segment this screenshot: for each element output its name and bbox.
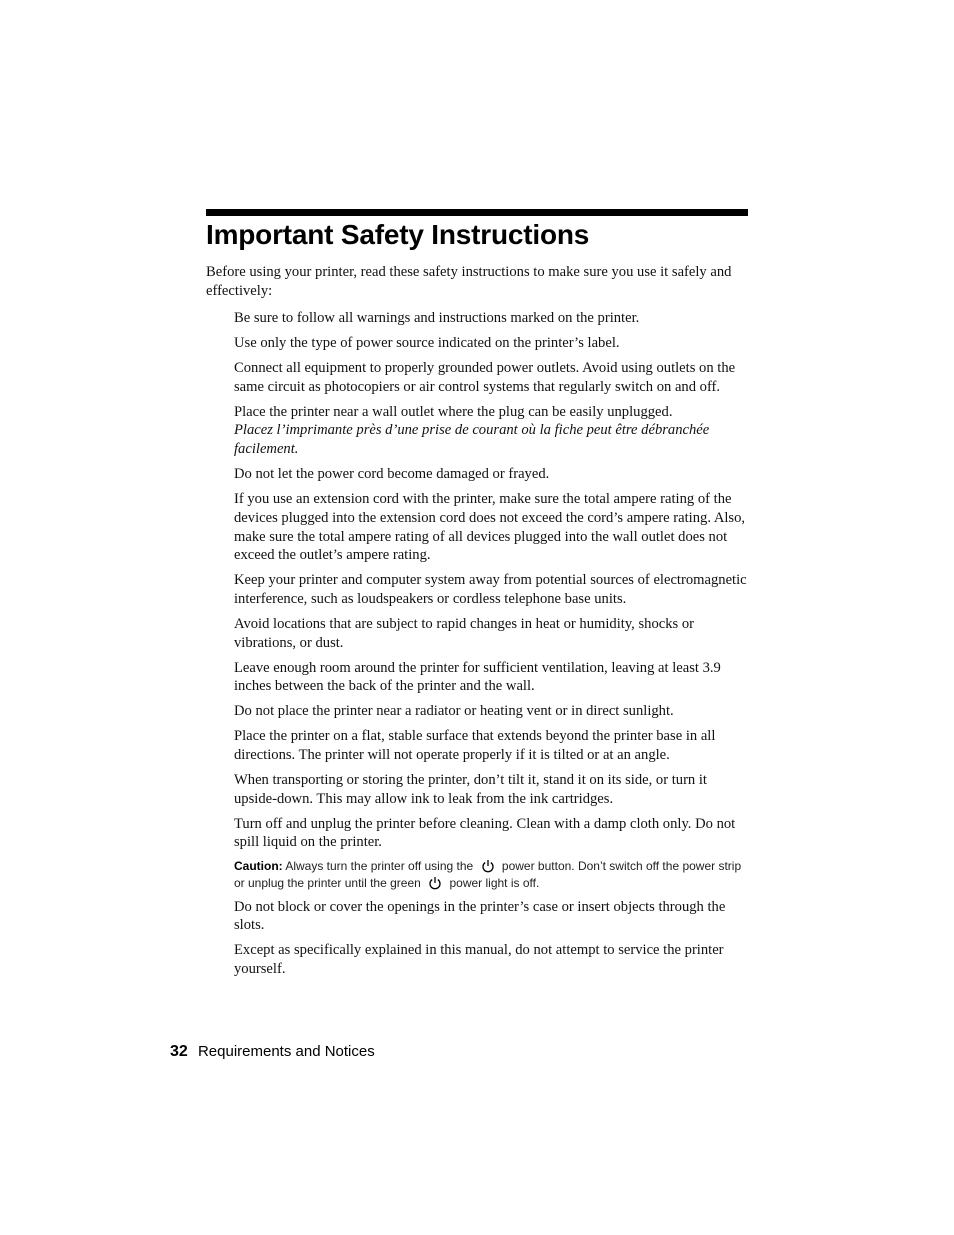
list-item: Do not let the power cord become damaged or frayed. [234, 466, 550, 483]
list-item: When transporting or storing the printer, don’t tilt it, stand it on its side, or turn it upside-down. This may allow ink to leak from the ink cartridges. [234, 772, 707, 807]
list-item: Connect all equipment to properly grounded power outlets. Avoid using outlets on the same circuit as photocopiers or air control systems that regularly switch on and off. [234, 360, 736, 395]
list-item: Use only the type of power source indicated on the printer’s label. [234, 335, 620, 351]
caution-label: Caution: [234, 859, 283, 874]
power-icon [481, 859, 495, 873]
intro-paragraph: Before using your printer, read these safety instructions to make sure you use it safely and effectively: [206, 264, 732, 299]
list-item: Except as specifically explained in this manual, do not attempt to service the printer yourself. [234, 942, 724, 978]
bilingual-item [234, 403, 750, 459]
caution-note [234, 858, 750, 891]
power-icon [428, 876, 442, 890]
list-item: Leave enough room around the printer for sufficient ventilation, leaving at least 3.9 inches between the back of the printer and the wall. [234, 659, 721, 695]
list-item: Do not block or cover the openings in the printer’s case or insert objects through the slots. [234, 898, 726, 934]
caution-text: power light is off. [449, 875, 540, 890]
list-item: Place the printer on a flat, stable surface that extends beyond the printer base in all directions. The printer will not operate properly if it is tilted or at an angle. [234, 728, 716, 764]
page-number: 32 [170, 1043, 188, 1060]
list-item: Be sure to follow all warnings and instructions marked on the printer. [234, 310, 640, 326]
list-item: If you use an extension cord with the printer, make sure the total ampere rating of the devices plugged into the extension cord does not exceed the cord’s ampere rating. Also, make sure the total ampere rating of all devices plugged into the wall outlet does not exceed the outlet’s ampere rating. [234, 491, 746, 564]
list-item: Turn off and unplug the printer before cleaning. Clean with a damp cloth only. Do not spill liquid on the printer. [234, 815, 736, 851]
section-title: Requirements and Notices [197, 1043, 375, 1060]
list-item-french: Placez l’imprimante près d’une prise de courant où la fiche peut être débranchée facilement. [234, 422, 710, 458]
list-item: Keep your printer and computer system away from potential sources of electromagnetic interference, such as loudspeakers or cordless telephone base units. [234, 572, 747, 607]
safety-instructions-list [234, 309, 750, 985]
page-title: Important Safety Instructions [206, 219, 590, 250]
list-item: Do not place the printer near a radiator or heating vent or in direct sunlight. [234, 703, 674, 720]
caution-text: Always turn the printer off using the [285, 859, 474, 874]
list-item: Place the printer near a wall outlet where the plug can be easily unplugged. [234, 403, 673, 420]
caution-text: power button. Don’t switch off the power strip or unplug the printer until the green [234, 859, 742, 890]
list-item: Avoid locations that are subject to rapid changes in heat or humidity, shocks or vibrations, or dust. [234, 615, 694, 651]
page-footer [170, 1042, 375, 1062]
